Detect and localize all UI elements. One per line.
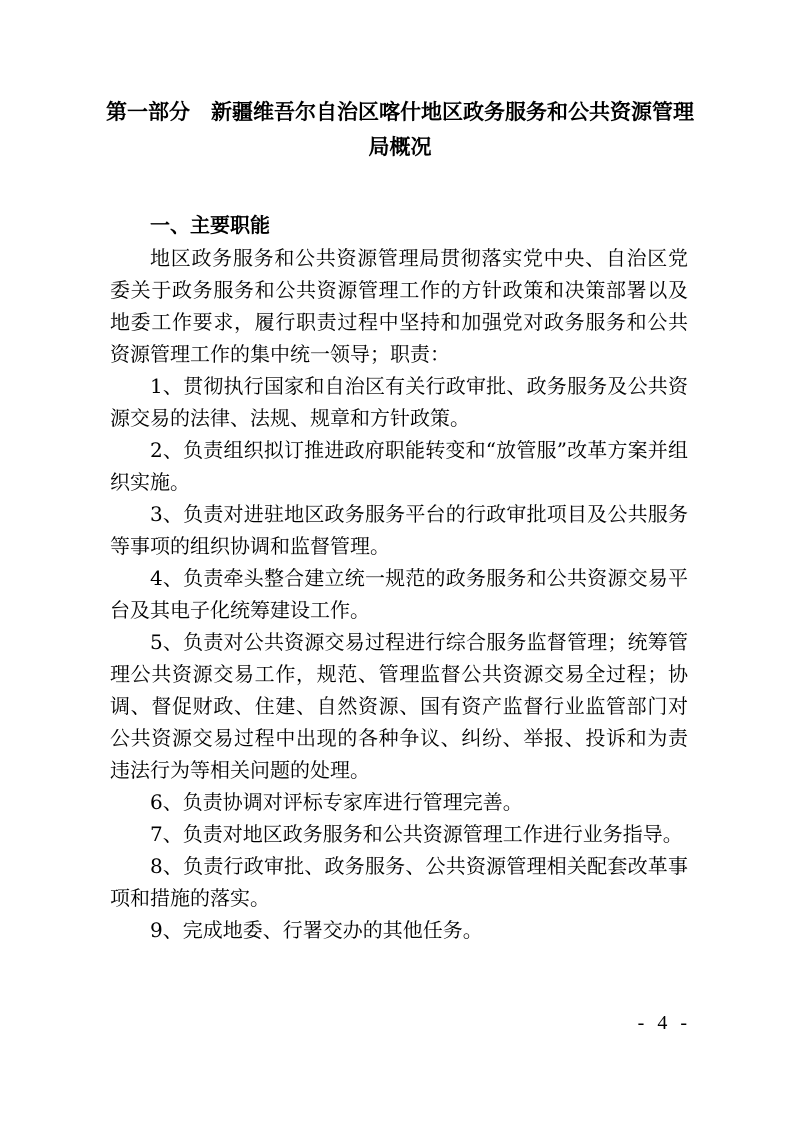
list-item: 5、负责对公共资源交易过程进行综合服务监督管理；统筹管理公共资源交易工作，规范、管理监督公共资源交易全过程；协调、督促财政、住建、自然资源、国有资产监督行业监管部门对公共资源交易过程中出现的各种争议、纠纷、举报、投诉和为责违法行为等相关问题的处理。 — [110, 630, 688, 782]
body-text — [110, 242, 688, 946]
list-item: 4、负责牵头整合建立统一规范的政务服务和公共资源交易平台及其电子化统筹建设工作。 — [110, 566, 688, 622]
intro-paragraph: 地区政务服务和公共资源管理局贯彻落实党中央、自治区党委关于政务服务和公共资源管理工作的方针政策和决策部署以及地委工作要求，履行职责过程中坚持和加强党对政务服务和公共资源管理工作的集中统一领导；职责： — [110, 246, 688, 366]
list-item: 8、负责行政审批、政务服务、公共资源管理相关配套改革事项和措施的落实。 — [110, 854, 688, 910]
list-item: 7、负责对地区政务服务和公共资源管理工作进行业务指导。 — [150, 822, 683, 846]
list-item: 2、负责组织拟订推进政府职能转变和“放管服”改革方案并组织实施。 — [110, 438, 688, 494]
list-item: 9、完成地委、行署交办的其他任务。 — [150, 918, 483, 942]
document-title: 第一部分 新疆维吾尔自治区喀什地区政务服务和公共资源管理局概况 — [106, 100, 694, 159]
list-item: 1、贯彻执行国家和自治区有关行政审批、政务服务及公共资源交易的法律、法规、规章和方针政策。 — [110, 374, 688, 430]
list-item: 6、负责协调对评标专家库进行管理完善。 — [150, 790, 523, 814]
list-item: 3、负责对进驻地区政务服务平台的行政审批项目及公共服务等事项的组织协调和监督管理。 — [110, 502, 688, 558]
section-heading: 一、主要职能 — [150, 213, 270, 237]
page-number: - 4 - — [637, 1012, 691, 1034]
